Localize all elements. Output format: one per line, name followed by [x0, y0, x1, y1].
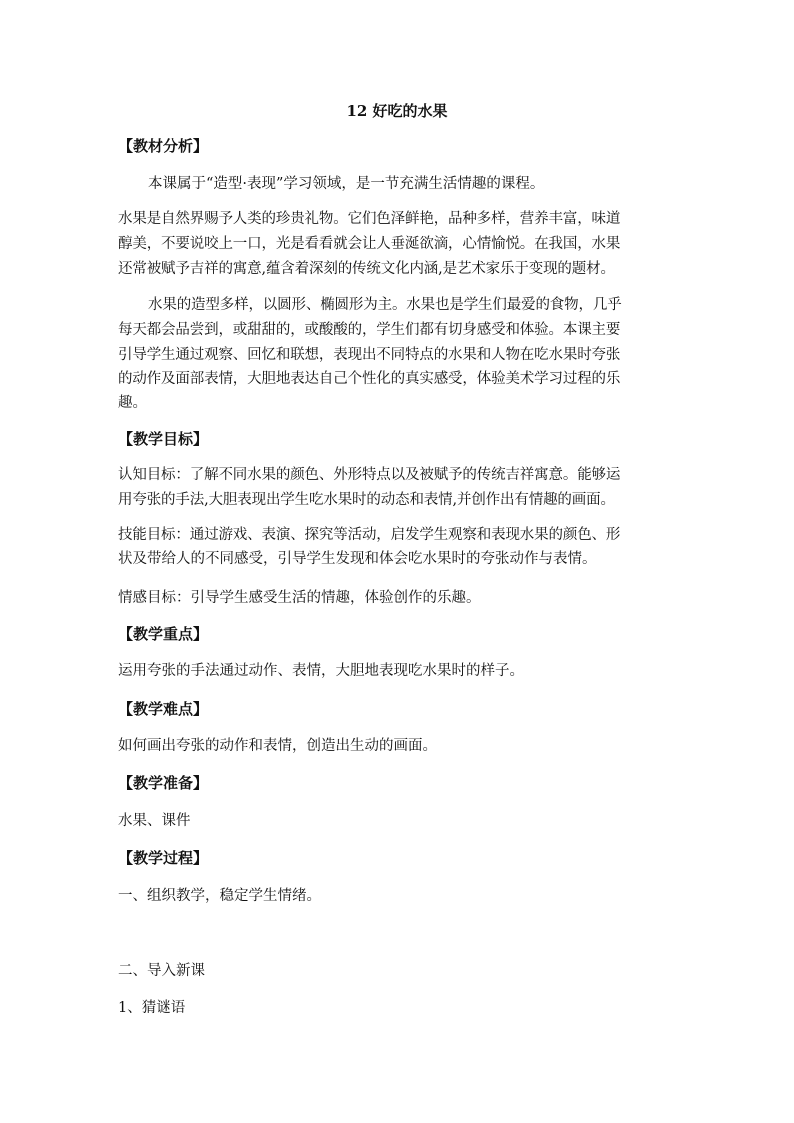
paragraph-line: 二、导入新课 — [118, 963, 205, 979]
paragraph-line: 如何画出夸张的动作和表情，创造出生动的画面。 — [118, 738, 437, 754]
section-heading-analysis: 【教材分析】 — [118, 137, 209, 155]
section-heading-process: 【教学过程】 — [118, 849, 209, 867]
paragraph-line: 运用夸张的手法通过动作、表情，大胆地表现吃水果时的样子。 — [118, 663, 524, 679]
paragraph-line: 引导学生通过观察、回忆和联想，表现出不同特点的水果和人物在吃水果时夸张 — [118, 347, 621, 363]
paragraph-line: 状及带给人的不同感受，引导学生发现和体会吃水果时的夸张动作与表情。 — [118, 551, 597, 567]
paragraph-line: 的动作及面部表情，大胆地表达自己个性化的真实感受，体验美术学习过程的乐 — [118, 371, 621, 387]
section-heading-key: 【教学重点】 — [118, 625, 209, 643]
paragraph-line: 每天都会品尝到，或甜甜的，或酸酸的，学生们都有切身感受和体验。本课主要 — [118, 322, 621, 338]
section-heading-difficulty: 【教学难点】 — [118, 700, 209, 718]
paragraph-line: 醇美，不要说咬上一口，光是看看就会让人垂涎欲滴，心情愉悦。在我国，水果 — [118, 236, 621, 252]
paragraph-line: 还常被赋予吉祥的寓意,蕴含着深刻的传统文化内涵,是艺术家乐于变现的题材。 — [118, 261, 615, 277]
paragraph-line: 用夸张的手法,大胆表现出学生吃水果时的动态和表情,并创作出有情趣的画面。 — [118, 492, 615, 508]
section-heading-goals: 【教学目标】 — [118, 430, 209, 448]
paragraph-line: 1、猜谜语 — [118, 1000, 186, 1016]
section-heading-prep: 【教学准备】 — [118, 774, 209, 792]
paragraph-line: 趣。 — [118, 395, 147, 411]
paragraph-line: 水果、课件 — [118, 813, 191, 829]
paragraph-line: 情感目标：引导学生感受生活的情趣，体验创作的乐趣。 — [118, 590, 481, 606]
paragraph-line: 本课属于“造型·表现”学习领域，是一节充满生活情趣的课程。 — [148, 176, 545, 192]
paragraph-line: 一、组织教学，稳定学生情绪。 — [118, 888, 321, 904]
paragraph-line: 认知目标：了解不同水果的颜色、外形特点以及被赋予的传统吉祥寓意。能够运 — [118, 467, 621, 483]
paragraph-line: 水果是自然界赐予人类的珍贵礼物。它们色泽鲜艳，品种多样，营养丰富，味道 — [118, 211, 621, 227]
document-title: 12 好吃的水果 — [346, 102, 448, 120]
paragraph-line: 技能目标：通过游戏、表演、探究等活动，启发学生观察和表现水果的颜色、形 — [118, 527, 621, 543]
paragraph-line: 水果的造型多样，以圆形、椭圆形为主。水果也是学生们最爱的食物，几乎 — [148, 297, 622, 313]
